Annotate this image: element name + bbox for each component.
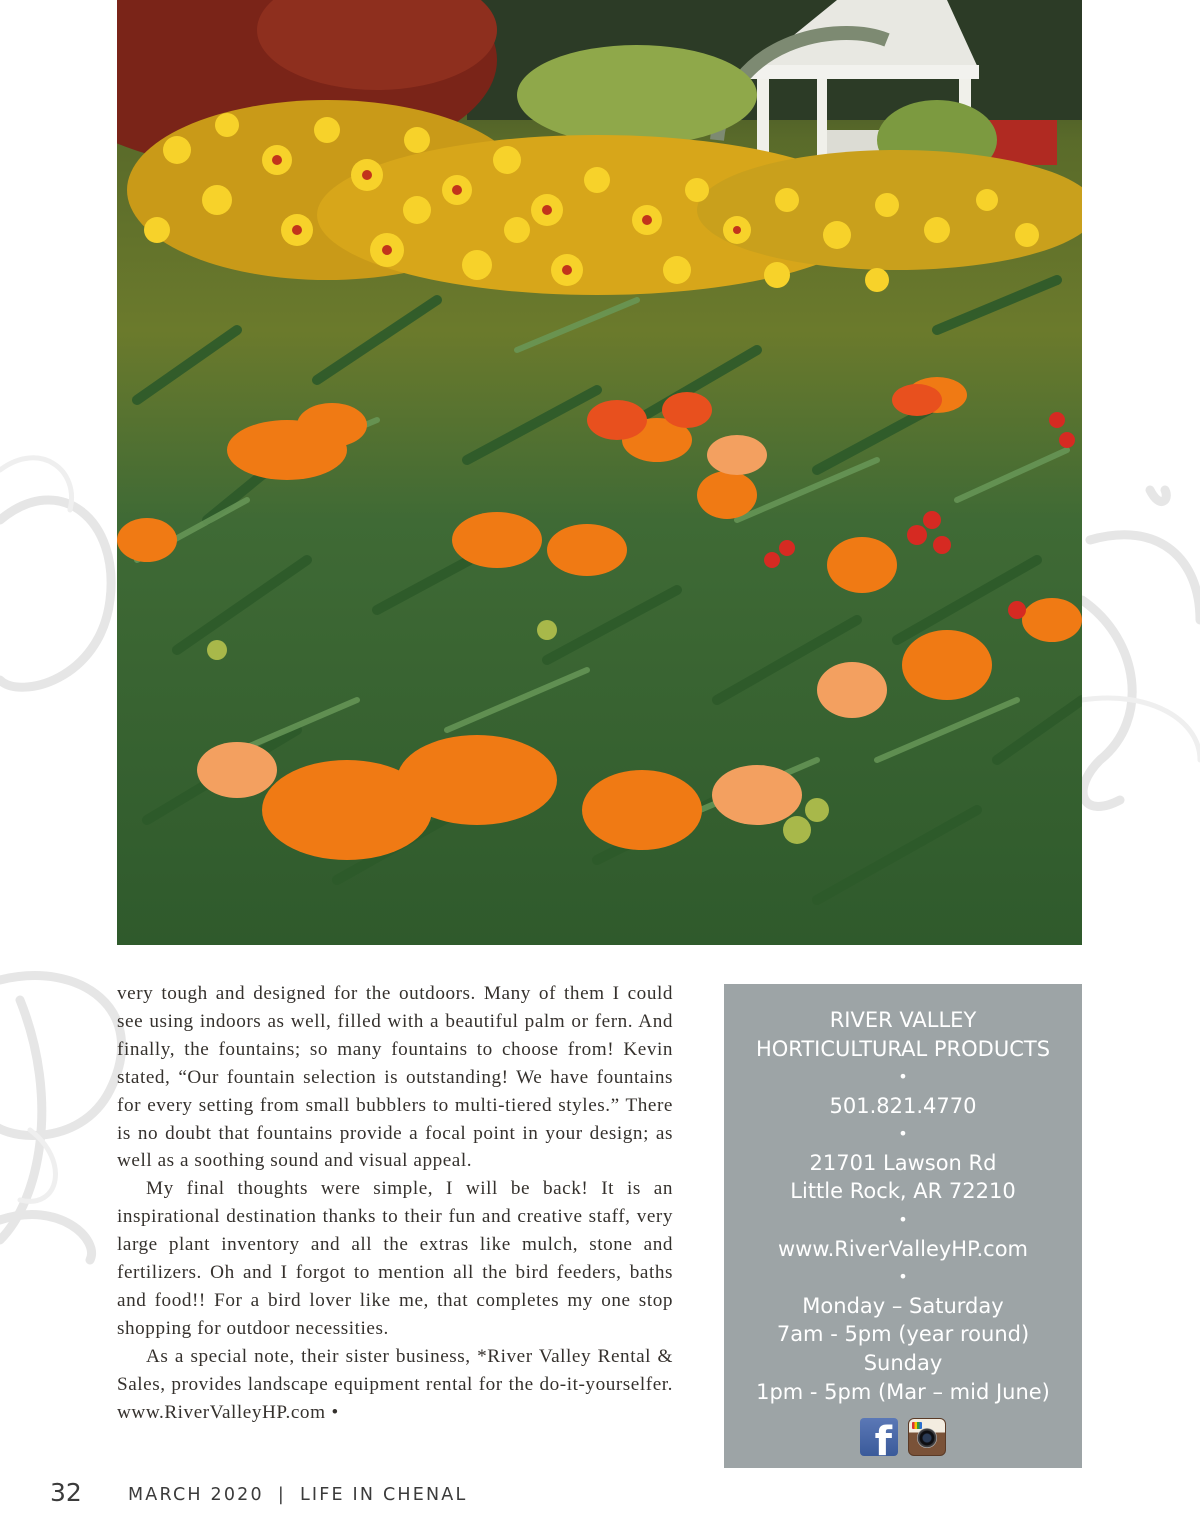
instagram-icon[interactable] [908,1418,946,1456]
page-number: 32 [50,1478,82,1507]
facebook-glyph: f [874,1419,892,1457]
address-line1: 21701 Lawson Rd [809,1150,997,1175]
article-end-mark: • [331,1401,339,1423]
facebook-icon[interactable] [860,1418,898,1456]
article-paragraph-last [117,1343,673,1427]
business-name-line2: HORTICULTURAL PRODUCTS [755,1036,1051,1061]
business-info-box [724,984,1082,1468]
garden-photo [117,0,1082,945]
hours-time-weekday: 7am - 5pm (year round) [776,1322,1030,1347]
instagram-stripe [912,1422,922,1429]
separator-dot: • [898,1209,908,1229]
issue-date: MARCH 2020 [128,1485,264,1505]
separator-dot: • [898,1124,908,1144]
hours-days-weekday: Monday – Saturday [802,1293,1004,1318]
hours-time-sunday: 1pm - 5pm (Mar – mid June) [756,1379,1050,1404]
instagram-lens [917,1428,937,1448]
website-link[interactable]: www.RiverValleyHP.com [777,1236,1028,1261]
separator-dot: • [898,1267,908,1287]
article-paragraph: My final thoughts were simple, I will be back! It is an inspirational destination thanks to their fun and creative staff, very large plant inventory and all the extras like mulch, stone and fertilizers. Oh and I forgot to mention all the bird feeders, baths and food!! For a bird lover like me, that completes my one stop shopping for outdoor necessities. [117,1178,673,1339]
phone-number: 501.821.4770 [829,1093,977,1118]
separator-dot: • [898,1067,908,1086]
address-line2: Little Rock, AR 72210 [790,1179,1016,1204]
article-paragraph-text: As a special note, their sister business, *River Valley Rental & Sales, provides landscape equipment rental for the do-it-yourselfer. www.RiverValleyHP.com [117,1345,673,1423]
folio-divider: | [277,1485,286,1505]
article-body [117,980,673,1427]
garden-flower-photo-illustration [117,0,1082,945]
publication-name: LIFE IN CHENAL [299,1485,468,1505]
business-name-line1: RIVER VALLEY [829,1008,977,1032]
hours-days-sunday: Sunday [863,1350,943,1375]
article-paragraph: very tough and designed for the outdoors. Many of them I could see using indoors as well, filled with a beautiful palm or fern. And finally, the fountains; so many fountains to choose from! Kevin stated, “Our fountain selection is outstanding! We have fountains for every setting from small bubblers to multi-tiered styles.” There is no doubt that fountains provide a focal point in your design; as well as a soothing sound and visual appeal. [117,983,673,1172]
social-icons [724,1418,1082,1456]
folio [128,1485,467,1505]
